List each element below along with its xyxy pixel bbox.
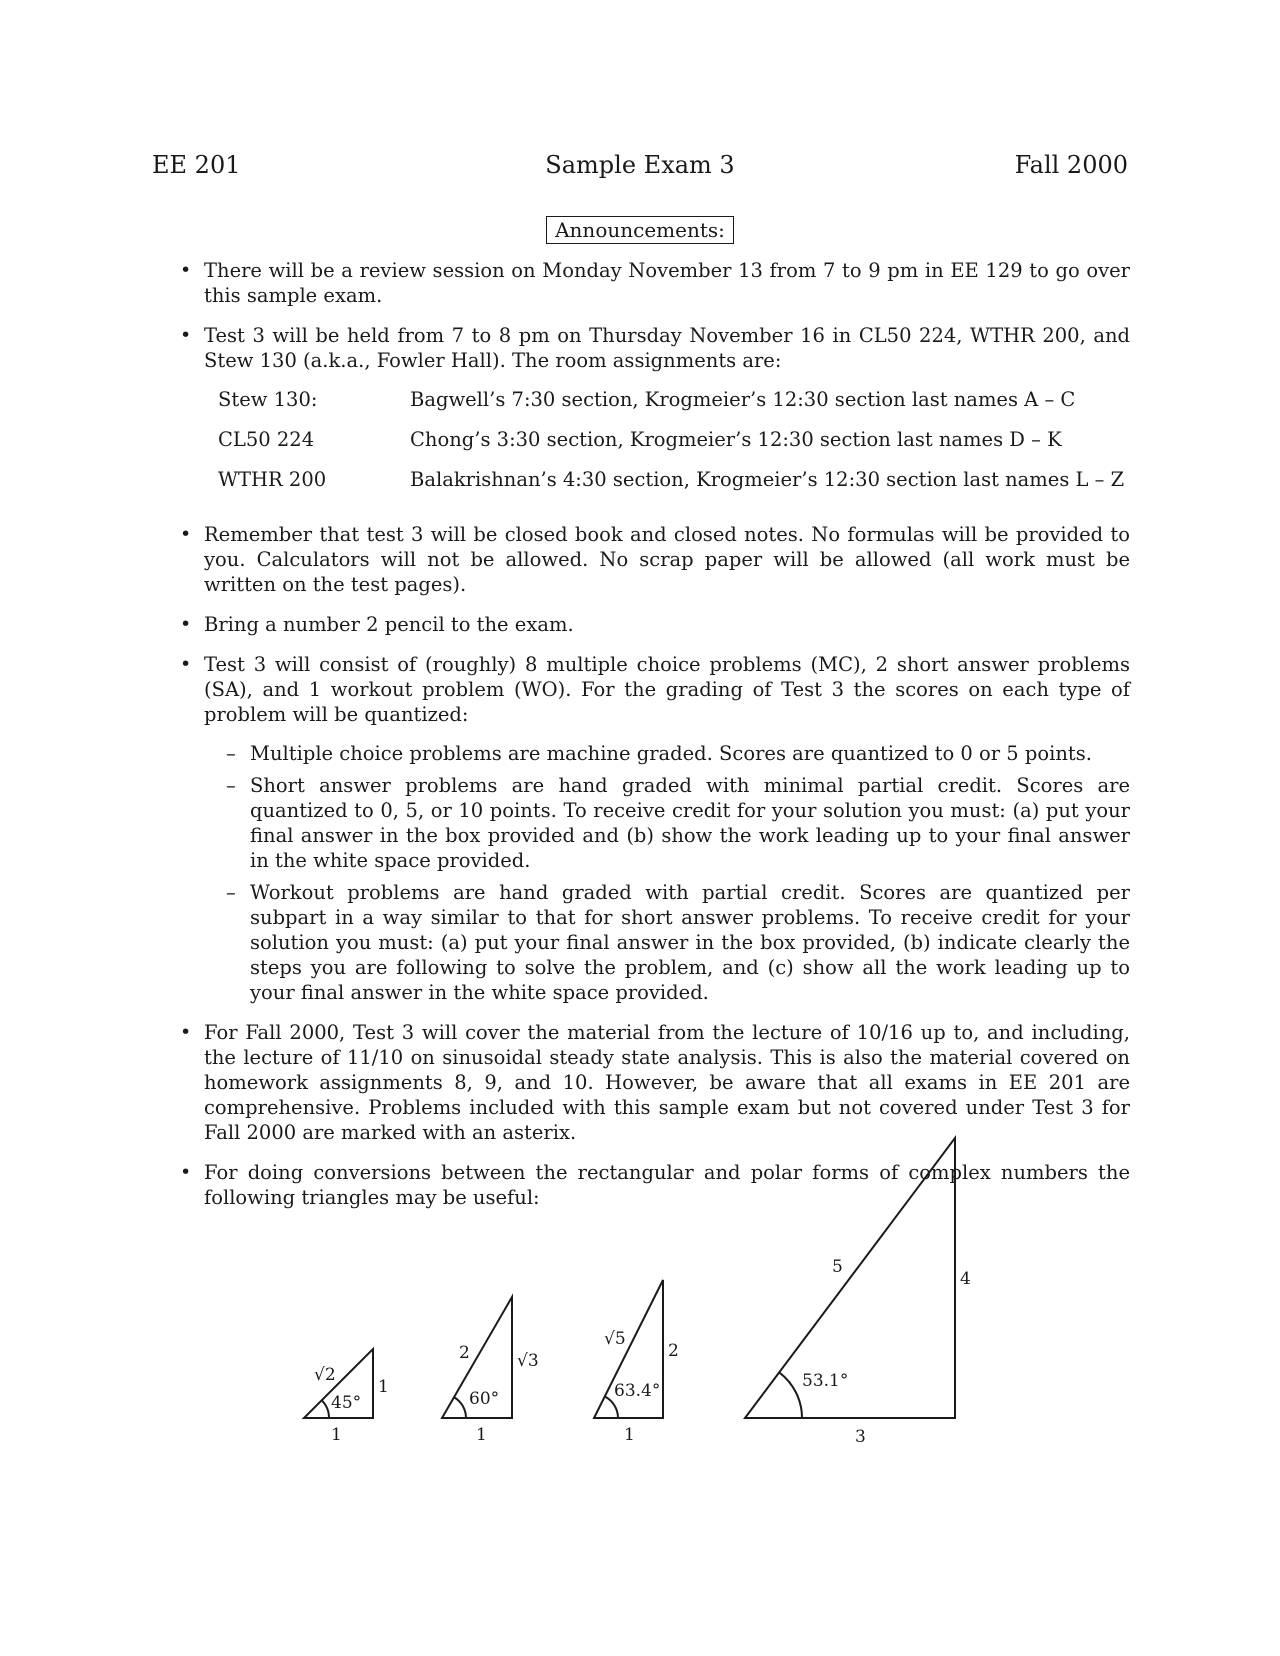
room-sections: Bagwell’s 7:30 section, Krogmeier’s 12:30 section last names A – C	[410, 388, 1076, 411]
bullet-marker: •	[180, 259, 192, 281]
announcements-label: Announcements:	[546, 216, 734, 244]
bullet-marker: •	[180, 324, 192, 346]
bullet-marker: •	[180, 653, 192, 675]
angle-arc-60	[454, 1397, 466, 1418]
dash-marker: –	[226, 881, 236, 904]
tri3-angle-label: 63.4°	[614, 1381, 661, 1401]
closed-book-text: Remember that test 3 will be closed book and closed notes. No formulas will be provided to you. Calculators will not be allowed. No scrap paper will be allowed (all work must be written on the test pages).	[204, 523, 1130, 596]
course-code: EE 201	[152, 151, 241, 179]
review-session-text: There will be a review session on Monday November 13 from 7 to 9 pm in EE 129 to go over this sample exam.	[204, 259, 1130, 307]
room-name: WTHR 200	[218, 468, 327, 491]
tri4-angle-label: 53.1°	[802, 1371, 849, 1391]
tri3-opposite-label: 2	[668, 1341, 679, 1361]
room-sections: Balakrishnan’s 4:30 section, Krogmeier’s 12:30 section last names L – Z	[410, 468, 1125, 491]
tri1-angle-label: 45°	[331, 1393, 362, 1413]
tri1-hypotenuse-label: √2	[314, 1365, 336, 1385]
tri3-hypotenuse-label: √5	[604, 1329, 626, 1349]
tri2-adjacent-label: 1	[476, 1425, 487, 1445]
bullet-marker: •	[180, 1021, 192, 1043]
grading-text: Multiple choice problems are machine graded. Scores are quantized to 0 or 5 points.	[250, 742, 1092, 765]
bullet-marker: •	[180, 1161, 192, 1183]
bullet-marker: •	[180, 613, 192, 635]
tri2-angle-label: 60°	[469, 1389, 500, 1409]
pencil-text: Bring a number 2 pencil to the exam.	[204, 613, 574, 636]
test-composition-text: Test 3 will consist of (roughly) 8 multiple choice problems (MC), 2 short answer problems (SA), and 1 workout problem (WO). For the grading of Test 3 the scores on each type of problem will be quantized:	[204, 653, 1130, 726]
grading-text: Workout problems are hand graded with partial credit. Scores are quantized per subpart in a way similar to that for short answer problems. To receive credit for your solution you must: (a) put your final answer in the box provided, (b) indicate clearly the steps you are following to solve the problem, and (c) show all the work leading up to your final answer in the white space provided.	[250, 881, 1130, 1004]
exam-title: Sample Exam 3	[545, 151, 735, 179]
grading-text: Short answer problems are hand graded with minimal partial credit. Scores are quantized to 0, 5, or 10 points. To receive credit for your solution you must: (a) put your final answer in the box provided and (b) show the work leading up to your final answer in the white space provided.	[250, 774, 1130, 872]
room-name: CL50 224	[218, 428, 315, 451]
tri1-adjacent-label: 1	[331, 1425, 342, 1445]
angle-arc-45	[322, 1400, 329, 1418]
room-name: Stew 130:	[218, 388, 318, 411]
conversions-text: For doing conversions between the rectangular and polar forms of complex numbers the following triangles may be useful:	[204, 1161, 1130, 1209]
angle-arc-53-1	[779, 1372, 802, 1418]
tri2-hypotenuse-label: 2	[459, 1343, 470, 1363]
bullet-marker: •	[180, 523, 192, 545]
test-time-text: Test 3 will be held from 7 to 8 pm on Thursday November 16 in CL50 224, WTHR 200, and Stew 130 (a.k.a., Fowler Hall). The room assignments are:	[204, 324, 1130, 372]
triangle-53-1-deg	[745, 1138, 955, 1418]
exam-term: Fall 2000	[1014, 151, 1128, 179]
tri1-opposite-label: 1	[378, 1377, 389, 1397]
tri3-adjacent-label: 1	[624, 1425, 635, 1445]
dash-marker: –	[226, 774, 236, 797]
tri4-hypotenuse-label: 5	[832, 1257, 843, 1277]
dash-marker: –	[226, 742, 236, 765]
tri4-opposite-label: 4	[960, 1269, 971, 1289]
room-sections: Chong’s 3:30 section, Krogmeier’s 12:30 section last names D – K	[410, 428, 1062, 451]
tri4-adjacent-label: 3	[855, 1427, 866, 1447]
tri2-opposite-label: √3	[517, 1351, 539, 1371]
coverage-text: For Fall 2000, Test 3 will cover the material from the lecture of 10/16 up to, and including, the lecture of 11/10 on sinusoidal steady state analysis. This is also the material covered on homework assignments 8, 9, and 10. However, be aware that all exams in EE 201 are comprehensive. Problems included with this sample exam but not covered under Test 3 for Fall 2000 are marked with an asterix.	[204, 1021, 1130, 1144]
